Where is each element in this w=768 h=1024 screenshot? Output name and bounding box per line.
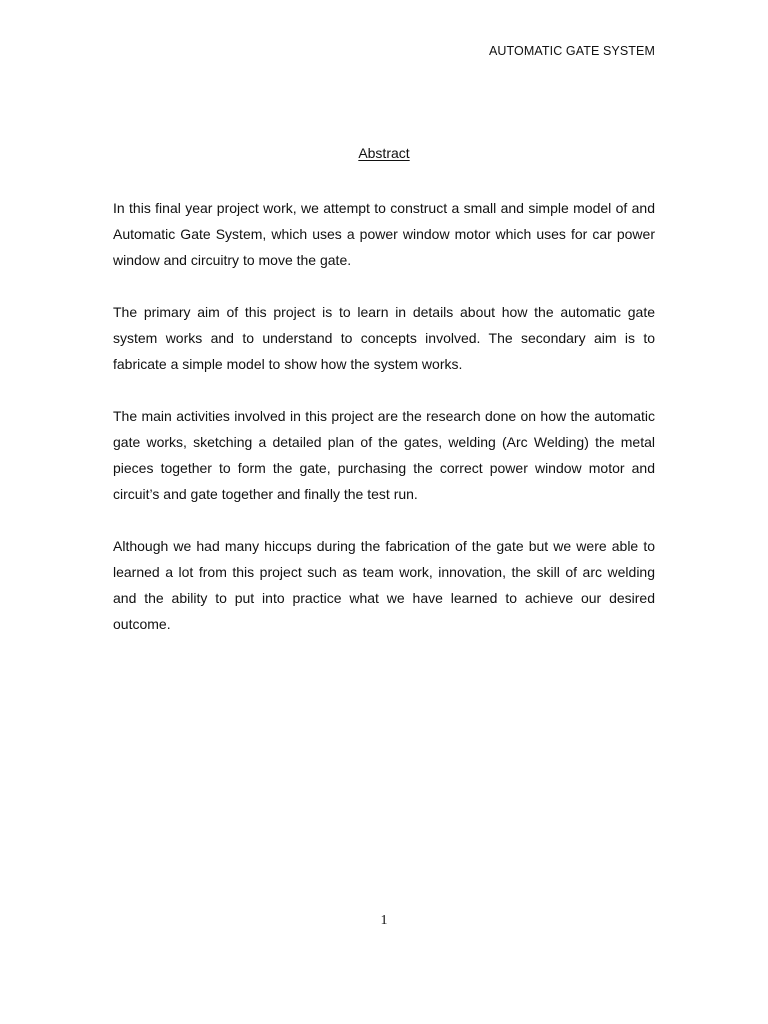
paragraph: In this final year project work, we attempt to construct a small and simple model of and Automatic Gate System, which uses a power window motor which uses for car power window and circuitry to move the gate. — [113, 200, 655, 268]
section-title: Abstract — [358, 145, 410, 161]
paragraph: The main activities involved in this project are the research done on how the automatic gate works, sketching a detailed plan of the gates, welding (Arc Welding) the metal pieces together to form the gate, purchasing the correct power window motor and circuit’s and gate together and finally the test run. — [113, 408, 655, 502]
running-header: AUTOMATIC GATE SYSTEM — [488, 44, 655, 58]
abstract-body — [113, 195, 655, 663]
paragraph: Although we had many hiccups during the fabrication of the gate but we were able to learned a lot from this project such as team work, innovation, the skill of arc welding and the ability to put into practice what we have learned to achieve our desired outcome. — [113, 538, 655, 632]
paragraph: The primary aim of this project is to learn in details about how the automatic gate system works and to understand to concepts involved. The secondary aim is to fabricate a simple model to show how the system works. — [113, 304, 655, 372]
page-number: 1 — [380, 913, 388, 928]
